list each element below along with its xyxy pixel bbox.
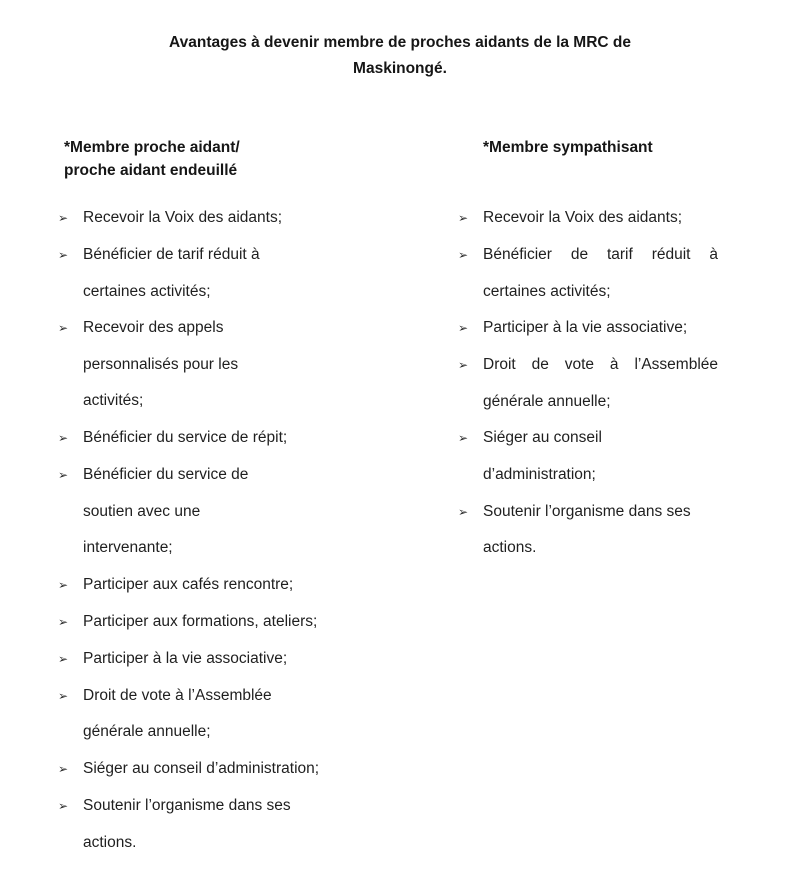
- list-item-line: Soutenir l’organisme dans ses: [83, 796, 291, 814]
- list-item: [458, 200, 718, 237]
- list-item-line: soutien avec une: [83, 502, 201, 520]
- document-title-line: Maskinongé.: [353, 60, 447, 77]
- list-item: [58, 788, 370, 861]
- list-item-text: [483, 347, 718, 420]
- list-item-text: [83, 604, 370, 641]
- list-item: [458, 494, 718, 567]
- arrow-bullet-icon: ➢: [58, 577, 69, 592]
- list-item: [458, 420, 718, 493]
- list-item-line: Droit de vote à l’Assemblée: [483, 356, 718, 374]
- list-item-line: Participer aux formations, ateliers;: [83, 612, 318, 630]
- list-item-line: Bénéficier de tarif réduit à: [83, 246, 260, 263]
- list-item: [58, 420, 370, 457]
- arrow-bullet-icon: ➢: [58, 321, 69, 336]
- list-item-text: [83, 237, 370, 310]
- list-item: [58, 310, 370, 420]
- arrow-bullet-icon: ➢: [58, 761, 69, 776]
- list-item-line: Recevoir la Voix des aidants;: [483, 209, 683, 226]
- list-item-line: Bénéficier de tarif réduit à: [483, 246, 718, 263]
- arrow-bullet-icon: ➢: [58, 467, 69, 482]
- list-item-text: [483, 310, 718, 347]
- list-item-text: [83, 641, 370, 678]
- column-header-line: *Membre sympathisant: [483, 139, 653, 156]
- list-item-line: Siéger au conseil: [483, 429, 602, 447]
- list-item-text: [83, 678, 370, 751]
- list-item-text: [83, 788, 370, 861]
- arrow-bullet-icon: ➢: [458, 431, 469, 446]
- list-item-line: personnalisés pour les: [83, 355, 239, 373]
- list-item-line: d’administration;: [483, 465, 596, 483]
- list-item-text: [483, 237, 718, 310]
- list-item: [58, 751, 370, 788]
- list-item: [58, 604, 370, 641]
- list-item-text: [83, 200, 370, 237]
- list-item: [458, 310, 718, 347]
- arrow-bullet-icon: ➢: [458, 504, 469, 519]
- list-item-line: Participer aux cafés rencontre;: [83, 575, 294, 593]
- list-item-line: Droit de vote à l’Assemblée: [83, 686, 272, 704]
- column-header-line: proche aidant endeuillé: [64, 162, 238, 179]
- list-item: [58, 641, 370, 678]
- list-item-line: Recevoir des appels: [83, 319, 224, 337]
- list-item-line: intervenante;: [83, 539, 173, 557]
- list-item: [58, 567, 370, 604]
- list-item-line: Siéger au conseil d’administration;: [83, 759, 320, 777]
- list-item-line: Bénéficier du service de répit;: [83, 428, 288, 446]
- arrow-bullet-icon: ➢: [458, 321, 469, 336]
- list-item: [58, 457, 370, 567]
- list-item-line: actions.: [83, 833, 137, 851]
- list-item-line: générale annuelle;: [83, 723, 211, 741]
- list-item-text: [483, 420, 718, 493]
- list-item-text: [83, 567, 370, 604]
- arrow-bullet-icon: ➢: [58, 430, 69, 445]
- list-item-text: [483, 494, 718, 567]
- list-item-line: certaines activités;: [483, 282, 611, 300]
- list-item-line: certaines activités;: [83, 282, 211, 300]
- arrow-bullet-icon: ➢: [458, 358, 469, 373]
- column-membre-sympathisant: [458, 136, 718, 557]
- list-item-text: [483, 200, 718, 237]
- arrow-bullet-icon: ➢: [458, 248, 469, 262]
- list-item-line: Recevoir la Voix des aidants;: [83, 209, 283, 226]
- arrow-bullet-icon: ➢: [58, 211, 69, 225]
- list-item: [458, 237, 718, 310]
- document-title: [0, 30, 800, 82]
- benefits-list-sympathisant: [458, 200, 718, 567]
- list-item-line: générale annuelle;: [483, 392, 611, 410]
- list-item-line: Participer à la vie associative;: [483, 319, 688, 337]
- list-item-text: [83, 420, 370, 457]
- arrow-bullet-icon: ➢: [58, 688, 69, 703]
- list-item-text: [83, 751, 370, 788]
- list-item-line: Bénéficier du service de: [83, 465, 249, 483]
- list-item-line: Participer à la vie associative;: [83, 649, 288, 667]
- arrow-bullet-icon: ➢: [58, 798, 69, 813]
- arrow-bullet-icon: ➢: [58, 651, 69, 666]
- document-title-line: Avantages à devenir membre de proches aidants de la MRC de: [169, 34, 631, 51]
- list-item: [58, 200, 370, 237]
- column-header-proche-aidant: [64, 136, 370, 182]
- arrow-bullet-icon: ➢: [58, 614, 69, 629]
- benefits-list-proche-aidant: [58, 200, 370, 861]
- arrow-bullet-icon: ➢: [58, 248, 69, 262]
- list-item-text: [83, 457, 370, 567]
- arrow-bullet-icon: ➢: [458, 211, 469, 225]
- list-item-line: Soutenir l’organisme dans ses: [483, 502, 691, 520]
- column-header-line: *Membre proche aidant/: [64, 139, 240, 156]
- list-item: [58, 237, 370, 310]
- list-item-line: actions.: [483, 539, 537, 557]
- list-item: [458, 347, 718, 420]
- list-item: [58, 678, 370, 751]
- column-header-sympathisant: [483, 136, 718, 159]
- list-item-text: [83, 310, 370, 420]
- column-membre-proche-aidant: [58, 136, 370, 851]
- list-item-line: activités;: [83, 392, 144, 410]
